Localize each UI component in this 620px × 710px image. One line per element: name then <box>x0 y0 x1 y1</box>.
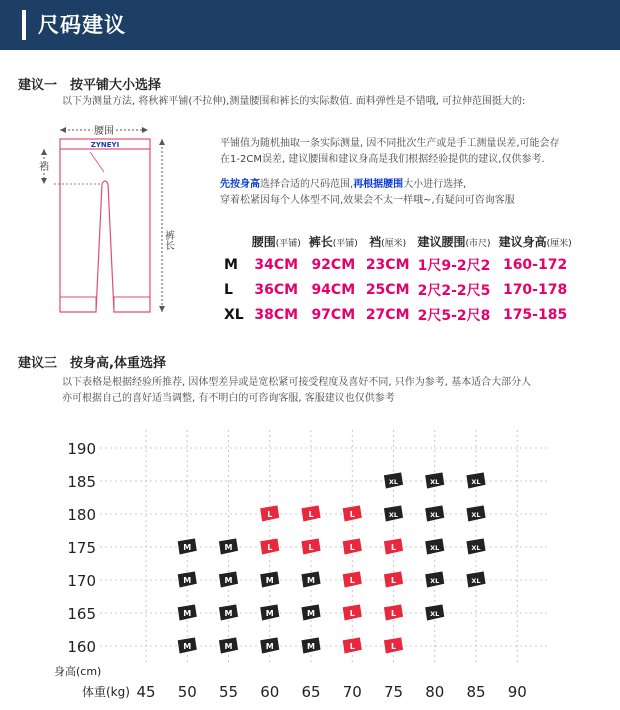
table-cell: 34CM <box>254 256 299 273</box>
table-cell: 2尺2-2尺5 <box>417 282 491 299</box>
svg-text:XL: XL <box>430 577 440 585</box>
x-tick-label: 85 <box>466 683 486 701</box>
svg-text:L: L <box>267 543 273 552</box>
x-tick-label: 55 <box>218 683 239 701</box>
crotch-label: 裆 <box>39 162 49 173</box>
y-axis-label: 身高(cm) <box>54 665 102 678</box>
table-cell: 175-185 <box>502 306 568 323</box>
table-cell: 97CM <box>311 306 356 323</box>
note-line-4: 穿着松紧因每个人体型不同,效果会不太一样哦~,有疑问可咨询客服 <box>220 195 515 206</box>
size-marker-l <box>384 604 404 621</box>
svg-text:M: M <box>224 609 233 618</box>
section1-title: 建议一 按平铺大小选择 <box>18 78 162 93</box>
size-marker-m <box>219 604 239 621</box>
table-row <box>220 302 576 327</box>
height-weight-chart <box>0 425 620 710</box>
table-cell: 92CM <box>311 256 356 273</box>
note-text: 选择合适的尺码范围, <box>260 179 354 190</box>
svg-text:XL: XL <box>471 544 481 552</box>
note-line-3 <box>220 177 466 193</box>
svg-text:XL: XL <box>388 478 399 486</box>
size-marker-l <box>342 604 362 621</box>
header-cell <box>220 230 248 252</box>
svg-text:M: M <box>265 576 274 585</box>
size-marker-xl <box>384 472 404 489</box>
size-marker-m <box>219 538 239 555</box>
svg-text:XL: XL <box>388 511 399 519</box>
svg-text:M: M <box>307 642 315 651</box>
size-cell: M <box>224 256 238 273</box>
section3-title: 建议三 按身高,体重选择 <box>18 356 166 371</box>
table-cell: 2尺5-2尺8 <box>417 307 491 324</box>
svg-text:L: L <box>308 510 314 519</box>
x-tick-label: 80 <box>425 683 445 701</box>
length-label: 裤长 <box>162 230 174 250</box>
y-tick-label: 160 <box>67 638 96 656</box>
brand-label: ZYNEYI <box>90 141 120 149</box>
note-text: 大小进行选择, <box>403 179 467 190</box>
table-cell: 1尺9-2尺2 <box>417 257 491 274</box>
page-title: 尺码建议 <box>38 13 126 37</box>
svg-text:M: M <box>183 642 192 651</box>
size-marker-m <box>177 538 197 555</box>
svg-text:XL: XL <box>430 610 440 618</box>
svg-text:L: L <box>349 510 355 519</box>
svg-text:XL: XL <box>471 511 481 519</box>
svg-text:L: L <box>349 609 355 618</box>
svg-text:M: M <box>183 543 192 552</box>
x-tick-label: 50 <box>177 683 197 701</box>
svg-text:M: M <box>307 576 315 585</box>
svg-text:M: M <box>224 642 233 651</box>
size-marker-xl <box>425 505 445 522</box>
size-marker-m <box>260 571 280 588</box>
size-marker-xl <box>466 538 486 555</box>
svg-text:XL: XL <box>430 511 440 519</box>
x-axis-label: 体重(kg) <box>82 685 130 699</box>
table-cell: 27CM <box>365 306 410 323</box>
table-cell: 25CM <box>365 281 410 298</box>
size-marker-l <box>384 637 404 654</box>
size-marker-l <box>384 571 404 588</box>
note-highlight-waist: 再根据腰围 <box>353 179 404 190</box>
table-cell: 36CM <box>254 281 299 298</box>
svg-text:L: L <box>349 642 355 651</box>
size-marker-xl <box>425 538 445 555</box>
section3-desc-1: 以下表格是根据经验所推荐, 因体型差异或是宽松紧可接受程度及喜好不同, 只作为参考, 基本适合大部分人 <box>62 377 532 388</box>
size-marker-xl <box>466 472 486 489</box>
table-cell: 38CM <box>254 306 299 323</box>
header-cell: 建议腰围(市尺) <box>417 234 491 249</box>
size-marker-m <box>177 571 197 588</box>
svg-text:M: M <box>183 609 192 618</box>
size-marker-l <box>342 571 362 588</box>
size-marker-m <box>260 637 280 654</box>
header-bar <box>0 0 620 50</box>
size-marker-l <box>301 538 321 555</box>
header-cell: 裤长(平铺) <box>308 234 358 249</box>
size-marker-l <box>342 637 362 654</box>
table-cell: 170-178 <box>502 281 568 298</box>
y-tick-label: 175 <box>67 539 96 557</box>
table-cell: 23CM <box>365 256 410 273</box>
svg-text:M: M <box>307 609 315 618</box>
size-marker-xl <box>466 505 486 522</box>
note-line-1: 平铺值为随机抽取一条实际测量, 因不同批次生产或是手工测量误差,可能会存 <box>220 138 560 149</box>
size-marker-xl <box>425 571 445 588</box>
table-cell: 160-172 <box>502 256 568 273</box>
size-marker-xl <box>425 604 445 621</box>
header-cell: 裆(厘米) <box>369 234 407 249</box>
size-marker-xl <box>425 472 445 489</box>
y-tick-label: 190 <box>67 440 96 458</box>
svg-text:L: L <box>390 609 397 618</box>
size-marker-m <box>219 637 239 654</box>
x-tick-label: 75 <box>383 683 404 701</box>
size-marker-m <box>260 604 280 621</box>
svg-text:XL: XL <box>430 544 440 552</box>
header-cell: 建议身高(厘米) <box>498 234 572 249</box>
size-marker-l <box>342 538 362 555</box>
svg-text:L: L <box>390 576 397 585</box>
section1-desc: 以下为测量方法, 将秋裤平铺(不拉伸),测量腰围和裤长的实际数值. 面料弹性是不错哦, 可拉伸范围挺大的: <box>62 96 526 107</box>
svg-text:L: L <box>349 576 355 585</box>
size-marker-m <box>177 604 197 621</box>
svg-text:XL: XL <box>471 577 481 585</box>
x-tick-label: 45 <box>136 683 156 701</box>
svg-text:M: M <box>224 543 233 552</box>
table-cell: 94CM <box>311 281 356 298</box>
svg-text:L: L <box>390 543 397 552</box>
svg-text:M: M <box>224 576 233 585</box>
size-marker-l <box>260 505 280 522</box>
header-cell: 腰围(平铺) <box>251 234 301 249</box>
svg-text:L: L <box>390 642 397 651</box>
size-table <box>220 230 576 327</box>
x-tick-label: 65 <box>301 683 321 701</box>
svg-text:M: M <box>265 642 274 651</box>
svg-text:L: L <box>349 543 355 552</box>
table-row <box>220 277 576 302</box>
y-tick-label: 165 <box>67 605 96 623</box>
svg-text:XL: XL <box>430 478 440 486</box>
x-tick-label: 60 <box>260 683 280 701</box>
size-marker-xl <box>384 505 404 522</box>
svg-text:L: L <box>267 510 273 519</box>
table-row <box>220 252 576 277</box>
size-marker-m <box>219 571 239 588</box>
svg-text:M: M <box>265 609 274 618</box>
waist-label: 腰围 <box>94 126 114 137</box>
svg-text:L: L <box>308 543 314 552</box>
size-marker-m <box>301 604 321 621</box>
size-marker-l <box>342 505 362 522</box>
section3-desc-2: 亦可根据自己的喜好适当调整, 有不明白的可咨询客服, 客服建议也仅供参考 <box>62 393 395 404</box>
x-tick-label: 90 <box>507 683 527 701</box>
x-tick-label: 70 <box>342 683 362 701</box>
y-tick-label: 180 <box>67 506 96 524</box>
y-tick-label: 170 <box>67 572 96 590</box>
size-marker-l <box>301 505 321 522</box>
header-accent <box>22 10 26 40</box>
size-table-header <box>220 230 576 252</box>
size-marker-m <box>301 571 321 588</box>
size-marker-m <box>177 637 197 654</box>
note-line-2: 在1-2CM误差, 建议腰围和建议身高是我们根据经验提供的建议,仅供参考. <box>220 154 545 165</box>
size-cell: XL <box>224 306 244 323</box>
svg-text:XL: XL <box>471 478 481 486</box>
svg-text:M: M <box>183 576 192 585</box>
size-marker-l <box>384 538 404 555</box>
note-highlight-height: 先按身高 <box>220 179 260 190</box>
size-marker-l <box>260 538 280 555</box>
pants-measurement-figure <box>30 112 200 324</box>
size-marker-m <box>301 637 321 654</box>
size-cell: L <box>224 281 233 298</box>
size-marker-xl <box>466 571 486 588</box>
y-tick-label: 185 <box>67 473 96 491</box>
